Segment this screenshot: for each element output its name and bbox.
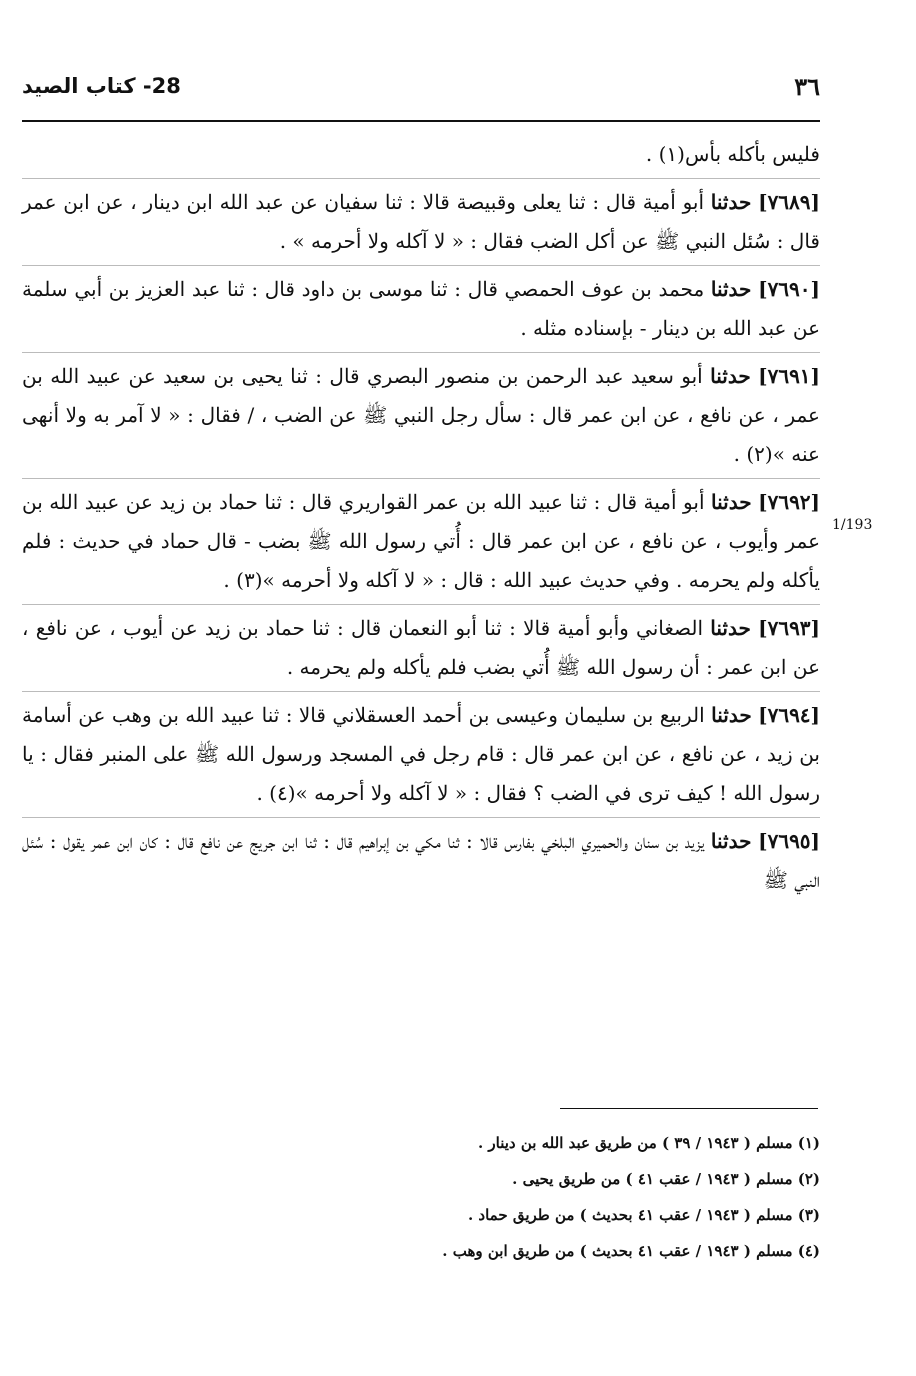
page-header [22,72,820,112]
hadith-paragraph [22,352,820,478]
footnote: (٢) مسلم ( ١٩٤٣ / عقب ٤١ ) من طريق يحيى . [512,1170,820,1188]
paragraph-text: فليس بأكله بأس(١) . [645,142,820,166]
hadith-text: يزيد بن سنان والحميري البلخي بفارس قالا : ثنا مكي بن إبراهيم قال : ثنا ابن جريج عن نافع قال : كان ابن عمر يقول : سُئل النبي ﷺ [22,829,820,892]
hadith-number: [٧٦٩٣] [758,616,821,640]
hadith-keyword: حدثنا [710,277,752,301]
hadith-number: [٧٦٩٠] [758,277,820,301]
margin-page-reference: 1/193 [832,517,873,533]
hadith-paragraph [22,604,820,691]
footnote-rule [560,1108,818,1109]
footnote: (١) مسلم ( ١٩٤٣ / ٣٩ ) من طريق عبد الله بن دينار . [477,1134,820,1152]
hadith-text: الربيع بن سليمان وعيسى بن أحمد العسقلاني قالا : ثنا عبيد الله بن وهب عن أسامة بن زيد ، عن نافع ، عن ابن عمر قال : قام رجل في المسجد ورسول الله ﷺ على المنبر فقال : يا رسول الله ! كيف ترى في الضب ؟ فقال : « لا آكله ولا أحرمه »(٤) . [22,703,820,805]
hadith-keyword: حدثنا [710,616,751,640]
hadith-number: [٧٦٩١] [758,364,821,388]
header-rule [22,120,820,122]
hadith-paragraph [22,178,820,265]
hadith-keyword: حدثنا [710,190,752,214]
hadith-number: [٧٦٩٢] [758,490,821,514]
hadith-paragraph [22,691,820,817]
hadith-number: [٧٦٩٤] [758,703,821,727]
hadith-number: [٧٦٨٩] [758,190,820,214]
hadith-text: محمد بن عوف الحمصي قال : ثنا موسى بن داود قال : ثنا عبد العزيز بن أبي سلمة عن عبد الله بن دينار - بإسناده مثله . [22,277,820,340]
hadith-number: [٧٦٩٥] [758,829,821,853]
hadith-text: أبو أمية قال : ثنا يعلى وقبيصة قالا : ثنا سفيان عن عبد الله ابن دينار ، عن ابن عمر قال : سُئل النبي ﷺ عن أكل الضب فقال : « لا آكله ولا أحرمه » . [22,190,820,253]
footnotes [22,1125,820,1269]
footnote: (٤) مسلم ( ١٩٤٣ / عقب ٤١ بحديث ) من طريق ابن وهب . [442,1242,820,1260]
main-text [22,135,820,904]
paragraph [22,135,820,178]
hadith-paragraph [22,478,820,604]
hadith-keyword: حدثنا [711,703,752,727]
chapter-title: 28- كتاب الصيد [22,74,181,98]
hadith-text: أبو سعيد عبد الرحمن بن منصور البصري قال : ثنا يحيى بن سعيد عن عبيد الله بن عمر ، عن نافع ، عن ابن عمر قال : سأل رجل النبي ﷺ عن الضب ، / فقال : « لا آمر به ولا أنهى عنه »(٢) . [22,364,820,466]
hadith-paragraph [22,817,820,904]
hadith-paragraph [22,265,820,352]
hadith-text: الصغاني وأبو أمية قالا : ثنا أبو النعمان قال : ثنا حماد بن زيد عن أيوب ، عن نافع ، عن ابن عمر : أن رسول الله ﷺ أُتي بضب فلم يأكله ولم يحرمه . [22,616,820,679]
hadith-keyword: حدثنا [710,364,751,388]
hadith-keyword: حدثنا [711,490,752,514]
footnote: (٣) مسلم ( ١٩٤٣ / عقب ٤١ بحديث ) من طريق حماد . [467,1206,820,1224]
page-number: ٣٦ [794,72,820,101]
hadith-text: أبو أمية قال : ثنا عبيد الله بن عمر القواريري قال : ثنا حماد بن زيد عن عبيد الله بن عمر وأيوب ، عن نافع ، عن ابن عمر قال : أُتي رسول الله ﷺ بضب - قال حماد في حديث : فلم يأكله ولم يحرمه . وفي حديث عبيد الله : قال : « لا آكله ولا أحرمه »(٣) . [22,490,820,592]
hadith-keyword: حدثنا [710,829,752,853]
